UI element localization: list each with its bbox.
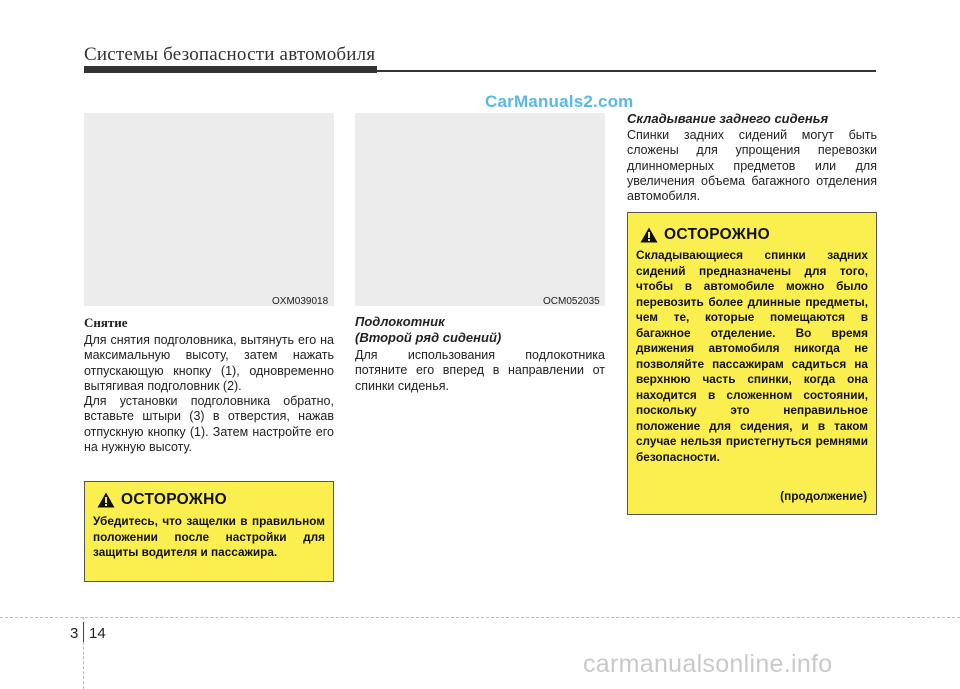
armrest-heading-line1: Подлокотник [355, 314, 445, 329]
warning-title: ОСТОРОЖНО [664, 226, 770, 243]
warning-text: Убедитесь, что защелки в правильном положении после настройки для защиты водителя и пассажира. [93, 514, 325, 559]
chapter-number: 3 [70, 625, 79, 642]
warning-box-latches [84, 481, 334, 582]
section-title: Системы безопасности автомобиля [84, 44, 376, 65]
removal-text [84, 333, 334, 455]
warning-triangle-icon [97, 492, 115, 508]
armrest-heading-line2: (Второй ряд сидений) [355, 330, 502, 345]
watermark-top: CarManuals2.com [485, 92, 634, 111]
removal-paragraph-1: Для снятия подголовника, вытянуть его на максимальную высоту, затем нажать отпускающую кнопку (1), одновременно вытягивая подголовник (2). [84, 333, 334, 393]
page-number: 14 [89, 625, 106, 642]
page-number-separator [83, 622, 84, 642]
fold-seat-text: Спинки задних сидений могут быть сложены для упрощения перевозки длинномерных предметов или для увеличения объема багажного отделения автомобиля. [627, 128, 877, 204]
header-rule-thin [377, 70, 876, 72]
warning-title: ОСТОРОЖНО [121, 491, 227, 508]
footer-cut-line [0, 617, 960, 618]
warning-text: Складывающиеся спинки задних сидений предназначены для того, чтобы в автомобиле можно было перевозить более длинные предметы, чем те, которые помещаются в багажное отделение. Во время движения автомобиля никогда не позволяйте пассажирам садиться на верхнюю часть спинки, когда она находится в сложенном состоянии, поскольку это неправильное положение для сидения, и в таком случае нельзя пристегнуться ремнями безопасности. [636, 248, 868, 464]
fold-seat-heading: Складывание заднего сиденья [627, 111, 829, 126]
armrest-heading [355, 314, 501, 346]
watermark-bottom: carmanualsonline.info [583, 650, 833, 678]
header-rule-thick [84, 66, 377, 73]
armrest-photo [355, 113, 605, 306]
removal-paragraph-2: Для установки подголовника обратно, вставьте штыри (3) в отверстия, нажав отпускную кнопку (1). Затем настройте его на нужную высоту. [84, 394, 334, 455]
warning-triangle-icon [640, 227, 658, 243]
photo-code: OCM052035 [543, 296, 600, 307]
warning-box-folding [627, 212, 877, 515]
armrest-text: Для использования подлокотника потяните его вперед в направлении от спинки сиденья. [355, 348, 605, 393]
photo-code: OXM039018 [272, 296, 329, 307]
headrest-removal-photo [84, 113, 334, 306]
continued-label: (продолжение) [780, 489, 867, 503]
removal-heading: Снятие [84, 315, 128, 330]
